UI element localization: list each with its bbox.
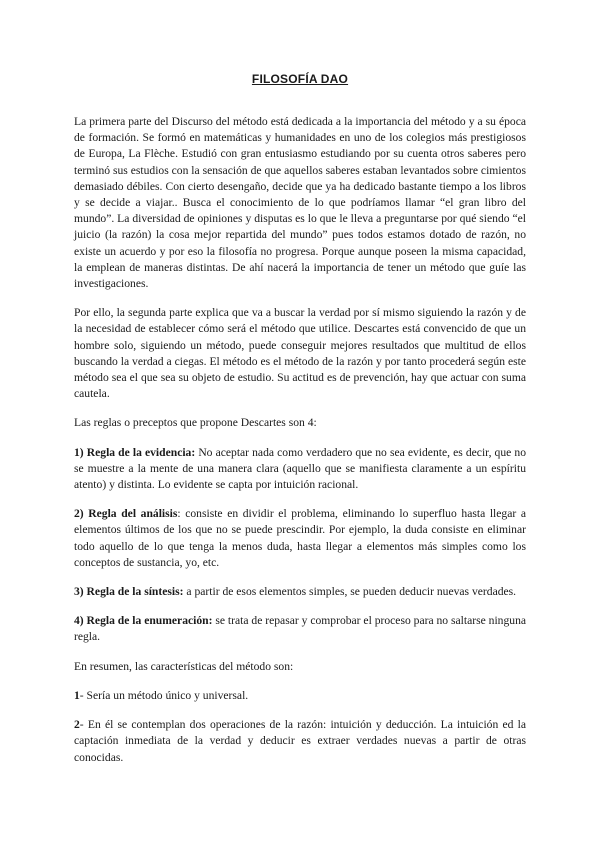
characteristic-2-text: - En él se contemplan dos operaciones de la razón: intuición y deducción. La intuición ed la captación inmediata de la verdad y deducir es extraer verdades nuevas a partir de otras conocidas. [74, 718, 526, 764]
rule-analysis-text: : consiste en dividir el problema, eliminando lo superfluo hasta llegar a elementos últimos de los que no se puede prescindir. Por ejemplo, la duda consiste en eliminar todo aquello de lo que tenga la menos duda, hasta llegar a elementos más simples como los conceptos de sustancia, yo, etc. [74, 507, 526, 569]
document-body [74, 114, 526, 779]
rule-synthesis-text: a partir de esos elementos simples, se pueden deducir nuevas verdades. [183, 585, 517, 599]
characteristic-2-label: 2 [74, 718, 80, 732]
summary-intro: En resumen, las características del método son: [74, 659, 294, 673]
rule-enumeration-label: 4) Regla de la enumeración: [74, 614, 213, 628]
characteristic-1-label: 1 [74, 688, 80, 702]
characteristic-1 [74, 688, 526, 704]
rule-synthesis [74, 584, 526, 600]
paragraph-method: Por ello, la segunda parte explica que va a buscar la verdad por sí mismo siguiendo la razón y de la necesidad de establecer cómo será el método que utilice. Descartes está convencido de que un hombre solo, siguiendo un método, puede conseguir mejores resultados que multitud de ellos buscando la verdad a ciegas. El método es el método de la razón y por tanto procederá según este método sea el que sea su objeto de estudio. Su actitud es de prevención, hay que actuar con suma cautela. [74, 306, 526, 401]
paragraph-intro: La primera parte del Discurso del método está dedicada a la importancia del método y a su época de formación. Se formó en matemáticas y humanidades en uno de los colegios más prestigiosos de Europa, La Flèche. Estudió con gran entusiasmo estudiando por su cuenta otros saberes pero terminó sus estudios con la sensación de que aquellos saberes estaban levantados sobre cimientos demasiado débiles. Con cierto desengaño, decide que ya ha dedicado bastante tiempo a los libros y se decide a viajar.. Busca el conocimiento de lo que podríamos llamar “el gran libro del mundo”. La diversidad de opiniones y disputas es lo que le lleva a preguntarse por qué siendo “el juicio (la razón) la cosa mejor repartida del mundo” pues todos estamos dotado de razón, no existe un acuerdo y por eso la filosofía no progresa. Porque aunque poseen la misma capacidad, la emplean de maneras distintas. De ahí nacerá la importancia de tener un método que guíe las investigaciones. [74, 115, 526, 291]
paragraph-rules-intro: Las reglas o preceptos que propone Descartes son 4: [74, 416, 317, 430]
rule-evidence [74, 445, 526, 494]
characteristic-2 [74, 717, 526, 766]
rule-evidence-label: 1) Regla de la evidencia: [74, 445, 196, 459]
document-title: FILOSOFÍA DAO [251, 72, 349, 86]
rule-enumeration-text: se trata de repasar y comprobar el proceso para no saltarse ninguna regla. [74, 614, 527, 644]
rule-analysis [74, 506, 526, 571]
rule-analysis-label: 2) Regla del análisis [74, 507, 178, 521]
rule-enumeration [74, 613, 526, 645]
characteristic-1-text: - Sería un método único y universal. [79, 688, 249, 702]
rule-evidence-text: No aceptar nada como verdadero que no sea evidente, es decir, que no se muestre a la mente de una manera clara (aquello que se manifiesta claramente a un espíritu atento) y distinta. Lo evidente se capta por intuición racional. [74, 445, 526, 492]
rule-synthesis-label: 3) Regla de la síntesis: [74, 585, 184, 599]
